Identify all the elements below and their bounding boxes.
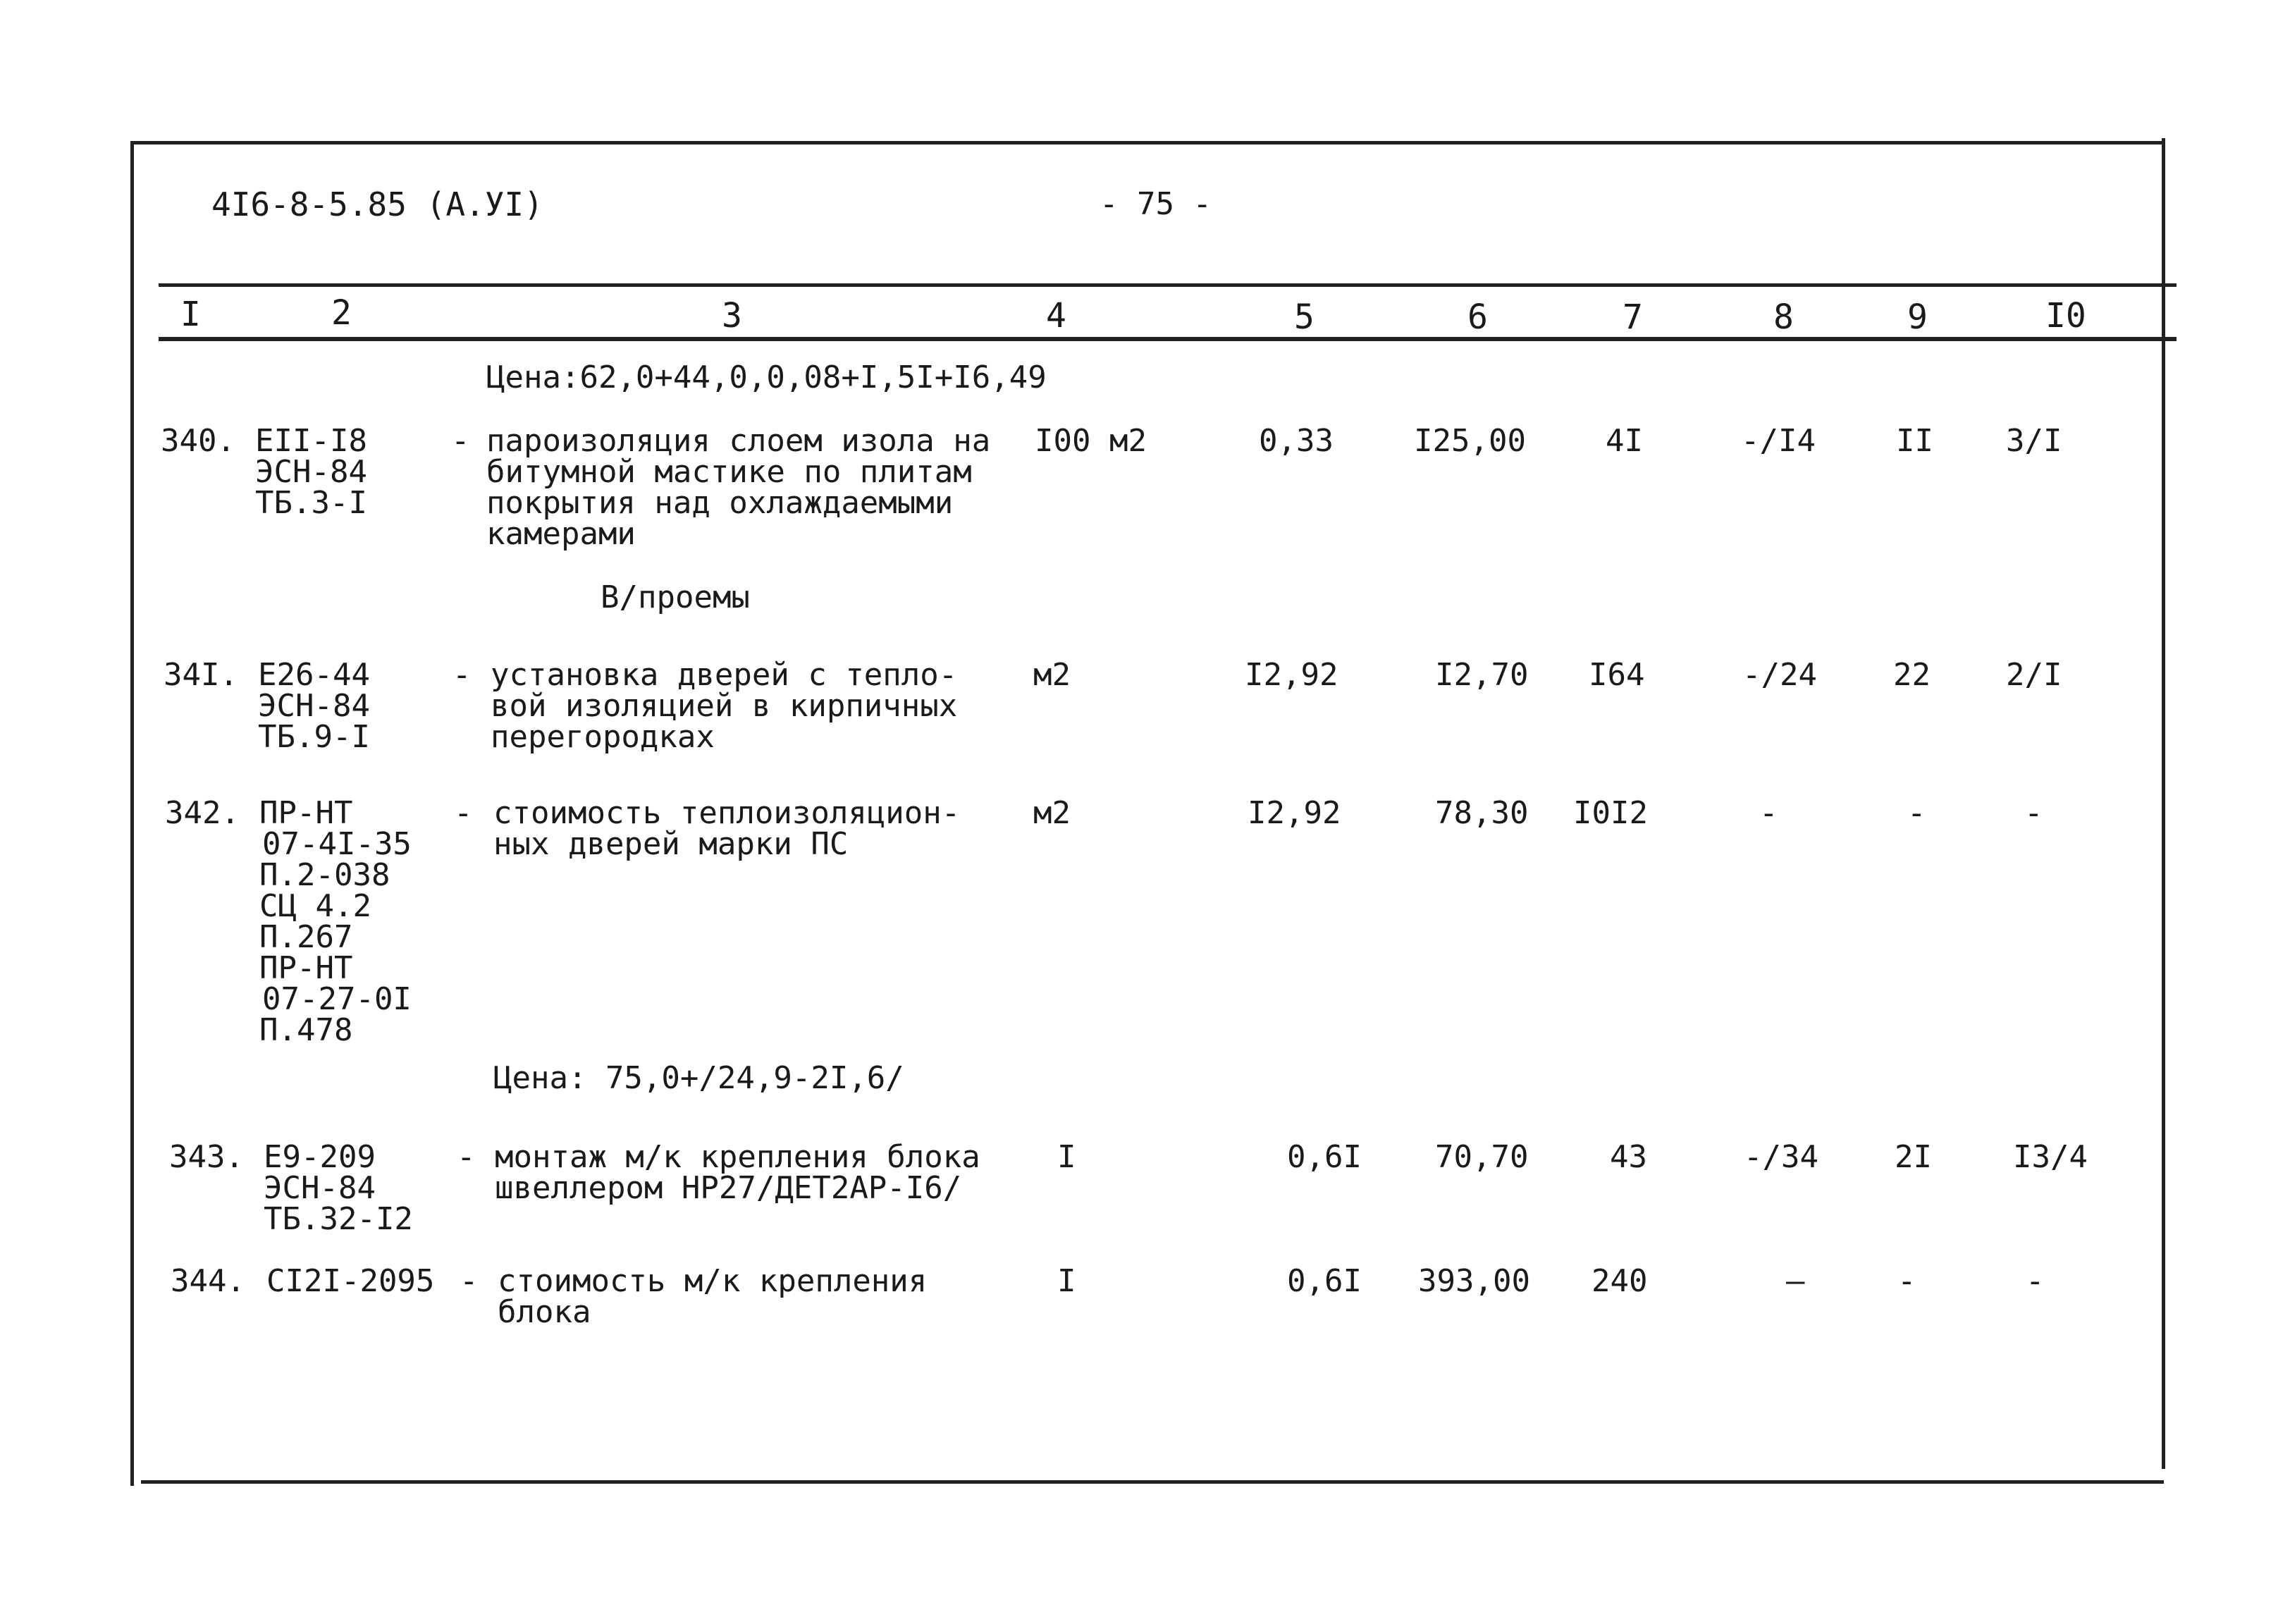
wages: -/I4 <box>1741 423 1816 459</box>
work-description: пароизоляция слоем изола на <box>486 423 991 459</box>
column-header-9: 9 <box>1907 297 1928 337</box>
row-dash: - <box>454 795 473 831</box>
machine-cost: II <box>1896 423 1933 459</box>
wages: -/24 <box>1742 657 1817 693</box>
column-header-7: 7 <box>1623 297 1643 337</box>
work-description: битумной мастике по плитам <box>486 454 972 490</box>
norm-code: EII-I8 <box>255 423 367 459</box>
total-cost: I64 <box>1589 657 1645 693</box>
norm-code: ПР-НТ <box>259 950 353 986</box>
column-header-10: I0 <box>2045 296 2086 336</box>
total-cost: I0I2 <box>1573 795 1648 831</box>
machine-cost: 22 <box>1893 657 1931 693</box>
quantity: 0,33 <box>1259 423 1334 459</box>
column-header-2: 2 <box>331 293 352 333</box>
norm-code: ЭСН-84 <box>264 1170 376 1206</box>
column-header-3: 3 <box>722 296 742 336</box>
wages: -/34 <box>1744 1139 1818 1175</box>
total-cost: 43 <box>1610 1139 1647 1175</box>
work-description: стоимость м/к крепления <box>498 1263 928 1299</box>
row-number: 342. <box>165 795 240 831</box>
work-description: перегородках <box>491 719 715 755</box>
unit: I <box>1057 1139 1076 1175</box>
row-dash: - <box>457 1139 476 1175</box>
quantity: I2,92 <box>1248 795 1341 831</box>
norm-code: ЭСН-84 <box>255 454 367 490</box>
work-description: камерами <box>486 516 636 552</box>
work-description: покрытия над охлаждаемыми <box>486 485 954 521</box>
quantity: 0,6I <box>1287 1263 1362 1299</box>
quantity: 0,6I <box>1287 1139 1362 1175</box>
labor-cost: I3/4 <box>2013 1139 2088 1175</box>
norm-code: CI2I-2095 <box>266 1263 435 1299</box>
row-number: 343. <box>169 1139 244 1175</box>
unit-price: 78,30 <box>1435 795 1529 831</box>
unit: м2 <box>1033 657 1071 693</box>
wages: - <box>1759 795 1778 831</box>
table-header-bottom-rule <box>159 337 2177 341</box>
frame-top-border <box>130 141 2162 144</box>
total-cost: 4I <box>1606 423 1643 459</box>
norm-code: ПР-НТ <box>259 795 353 831</box>
work-description: установка дверей с тепло- <box>491 657 958 693</box>
row-number: 34I. <box>164 657 238 693</box>
norm-code: ТБ.32-I2 <box>264 1201 413 1237</box>
row-number: 344. <box>171 1263 245 1299</box>
norm-code: П.478 <box>259 1012 353 1048</box>
unit: I00 м2 <box>1035 423 1147 459</box>
work-description: стоимость теплоизоляцион- <box>493 795 961 831</box>
unit-price: I25,00 <box>1414 423 1526 459</box>
norm-code: E9-209 <box>264 1139 376 1175</box>
labor-cost: - <box>2024 795 2043 831</box>
unit: м2 <box>1033 795 1071 831</box>
unit-price: I2,70 <box>1435 657 1529 693</box>
column-header-1: I <box>180 295 201 334</box>
work-description: швеллером НР27/ДЕТ2АР-I6/ <box>495 1170 962 1206</box>
work-description: вой изоляцией в кирпичных <box>491 688 958 724</box>
norm-code: 07-27-0I <box>262 981 412 1017</box>
norm-code: ЭСН-84 <box>258 688 370 724</box>
section-label: В/проемы <box>601 579 750 615</box>
column-header-5: 5 <box>1294 297 1315 337</box>
work-description: блока <box>498 1294 591 1330</box>
row-dash: - <box>453 657 472 693</box>
total-cost: 240 <box>1592 1263 1648 1299</box>
frame-bottom-border <box>141 1480 2164 1484</box>
wages: — <box>1786 1263 1805 1299</box>
price-note: Цена:62,0+44,0,0,08+I,5I+I6,49 <box>486 359 1047 395</box>
price-note: Цена: 75,0+/24,9-2I,6/ <box>493 1060 904 1096</box>
norm-code: E26-44 <box>258 657 370 693</box>
row-dash: - <box>460 1263 479 1299</box>
norm-code: 07-4I-35 <box>262 826 412 862</box>
quantity: I2,92 <box>1245 657 1338 693</box>
norm-code: ТБ.9-I <box>258 719 370 755</box>
column-header-4: 4 <box>1046 296 1066 336</box>
document-code: 4I6-8-5.85 (А.УI) <box>211 185 543 223</box>
work-description: монтаж м/к крепления блока <box>495 1139 980 1175</box>
labor-cost: 2/I <box>2006 657 2062 693</box>
unit: I <box>1057 1263 1076 1299</box>
table-header-top-rule <box>159 283 2177 287</box>
row-number: 340. <box>161 423 235 459</box>
norm-code: П.2-038 <box>259 857 390 893</box>
norm-code: П.267 <box>259 919 353 955</box>
column-header-6: 6 <box>1467 297 1488 337</box>
labor-cost: - <box>2026 1263 2045 1299</box>
page-number: - 75 - <box>1100 186 1212 222</box>
norm-code: ТБ.3-I <box>255 485 367 521</box>
frame-left-border <box>130 141 134 1486</box>
machine-cost: - <box>1907 795 1926 831</box>
unit-price: 393,00 <box>1418 1263 1530 1299</box>
labor-cost: 3/I <box>2006 423 2062 459</box>
unit-price: 70,70 <box>1435 1139 1529 1175</box>
work-description: ных дверей марки ПС <box>493 826 849 862</box>
machine-cost: 2I <box>1895 1139 1932 1175</box>
row-dash: - <box>451 423 470 459</box>
norm-code: СЦ 4.2 <box>259 888 371 924</box>
machine-cost: - <box>1897 1263 1916 1299</box>
column-header-8: 8 <box>1773 297 1794 337</box>
